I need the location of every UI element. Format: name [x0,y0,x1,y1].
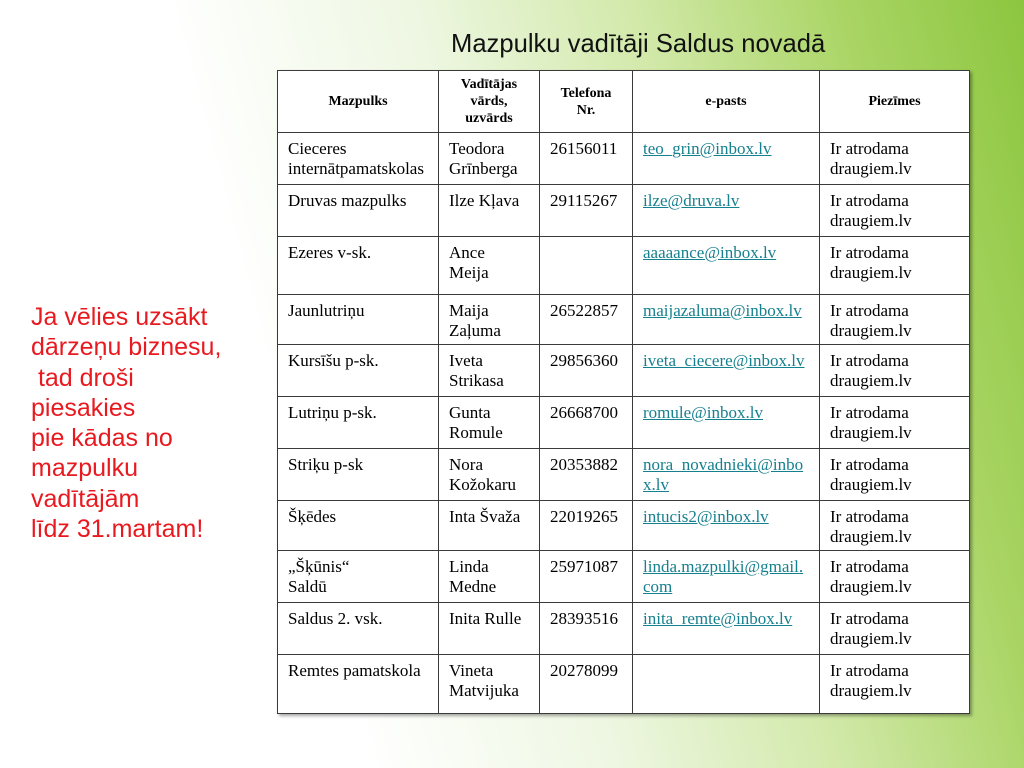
cell-phone: 29856360 [540,345,633,397]
email-link[interactable]: intucis2@inbox.lv [643,507,769,526]
cell-email [633,345,820,397]
cell-group: Druvas mazpulks [278,185,439,237]
call-to-action-line: Ja vēlies uzsākt [31,303,208,331]
email-link[interactable]: iveta_ciecere@inbox.lv [643,351,805,370]
cell-email [633,237,820,295]
cell-leader: Gunta Romule [439,397,540,449]
header-leader-name: Vadītājas vārds, uzvārds [439,71,540,133]
cell-notes: Ir atrodama draugiem.lv [820,397,970,449]
cell-group: Cieceres internātpamatskolas [278,133,439,185]
cell-notes: Ir atrodama draugiem.lv [820,185,970,237]
call-to-action-line: tad droši [31,363,134,392]
email-link[interactable]: ilze@druva.lv [643,191,740,210]
cell-group: Ezeres v-sk. [278,237,439,295]
cell-phone: 20353882 [540,449,633,501]
cell-leader: Maija Zaļuma [439,295,540,345]
email-link[interactable]: romule@inbox.lv [643,403,764,422]
call-to-action-text [31,302,221,544]
cell-notes: Ir atrodama draugiem.lv [820,449,970,501]
cell-leader: Iveta Strikasa [439,345,540,397]
table-row [278,295,970,345]
cell-phone: 26156011 [540,133,633,185]
email-link[interactable]: linda.mazpulki@gmail.com [643,557,804,596]
header-email: e-pasts [633,71,820,133]
table-header [278,71,970,133]
cell-group: Kursīšu p-sk. [278,345,439,397]
cell-leader: Nora Kožokaru [439,449,540,501]
cell-email [633,133,820,185]
email-link[interactable]: maijazaluma@inbox.lv [643,301,802,320]
cell-email [633,603,820,655]
table-row [278,501,970,551]
cell-group: „Šķūnis“ Saldū [278,551,439,603]
cell-phone: 22019265 [540,501,633,551]
cell-leader: Linda Medne [439,551,540,603]
table-row [278,237,970,295]
cell-email [633,449,820,501]
call-to-action-line: pie kādas no [31,424,173,453]
email-link[interactable]: inita_remte@inbox.lv [643,609,793,628]
table-row [278,133,970,185]
call-to-action-line: mazpulku [31,454,138,483]
cell-email [633,551,820,603]
cell-phone: 26668700 [540,397,633,449]
cell-leader: Ilze Kļava [439,185,540,237]
cell-group: Jaunlutriņu [278,295,439,345]
cell-email [633,501,820,551]
cell-leader: Inta Švaža [439,501,540,551]
cell-leader: Vineta Matvijuka [439,655,540,714]
call-to-action-line: līdz 31.martam! [31,515,204,544]
table-row [278,551,970,603]
cell-group: Saldus 2. vsk. [278,603,439,655]
cell-notes: Ir atrodama draugiem.lv [820,655,970,714]
cell-group: Šķēdes [278,501,439,551]
cell-email [633,655,820,714]
table-body [278,133,970,714]
cell-group: Remtes pamatskola [278,655,439,714]
table-row [278,345,970,397]
cell-group: Lutriņu p-sk. [278,397,439,449]
cell-email [633,185,820,237]
header-notes: Piezīmes [820,71,970,133]
call-to-action-line: piesakies [31,393,136,422]
cell-leader: Inita Rulle [439,603,540,655]
email-link[interactable]: nora_novadnieki@inbox.lv [643,455,804,494]
email-link[interactable]: aaaaance@inbox.lv [643,243,777,262]
leaders-table [277,70,970,714]
table-row [278,603,970,655]
cell-notes: Ir atrodama draugiem.lv [820,603,970,655]
cell-email [633,295,820,345]
header-phone: Telefona Nr. [540,71,633,133]
cell-notes: Ir atrodama draugiem.lv [820,133,970,185]
cell-phone: 28393516 [540,603,633,655]
cell-phone: 25971087 [540,551,633,603]
table-header-row [278,71,970,133]
cell-phone: 20278099 [540,655,633,714]
table-row [278,397,970,449]
cell-notes: Ir atrodama draugiem.lv [820,501,970,551]
call-to-action-line: vadītājām [31,484,140,513]
cell-leader: Ance Meija [439,237,540,295]
cell-notes: Ir atrodama draugiem.lv [820,551,970,603]
table-row [278,655,970,714]
cell-notes: Ir atrodama draugiem.lv [820,345,970,397]
cell-notes: Ir atrodama draugiem.lv [820,295,970,345]
cell-phone: 29115267 [540,185,633,237]
cell-group: Striķu p-sk [278,449,439,501]
email-link[interactable]: teo_grin@inbox.lv [643,139,772,158]
slide-title: Mazpulku vadītāji Saldus novadā [451,30,826,58]
cell-phone [540,237,633,295]
header-group: Mazpulks [278,71,439,133]
table-row [278,449,970,501]
cell-leader: Teodora Grīnberga [439,133,540,185]
cell-notes: Ir atrodama draugiem.lv [820,237,970,295]
table-row [278,185,970,237]
call-to-action-line: dārzeņu biznesu, [31,333,222,362]
cell-email [633,397,820,449]
cell-phone: 26522857 [540,295,633,345]
